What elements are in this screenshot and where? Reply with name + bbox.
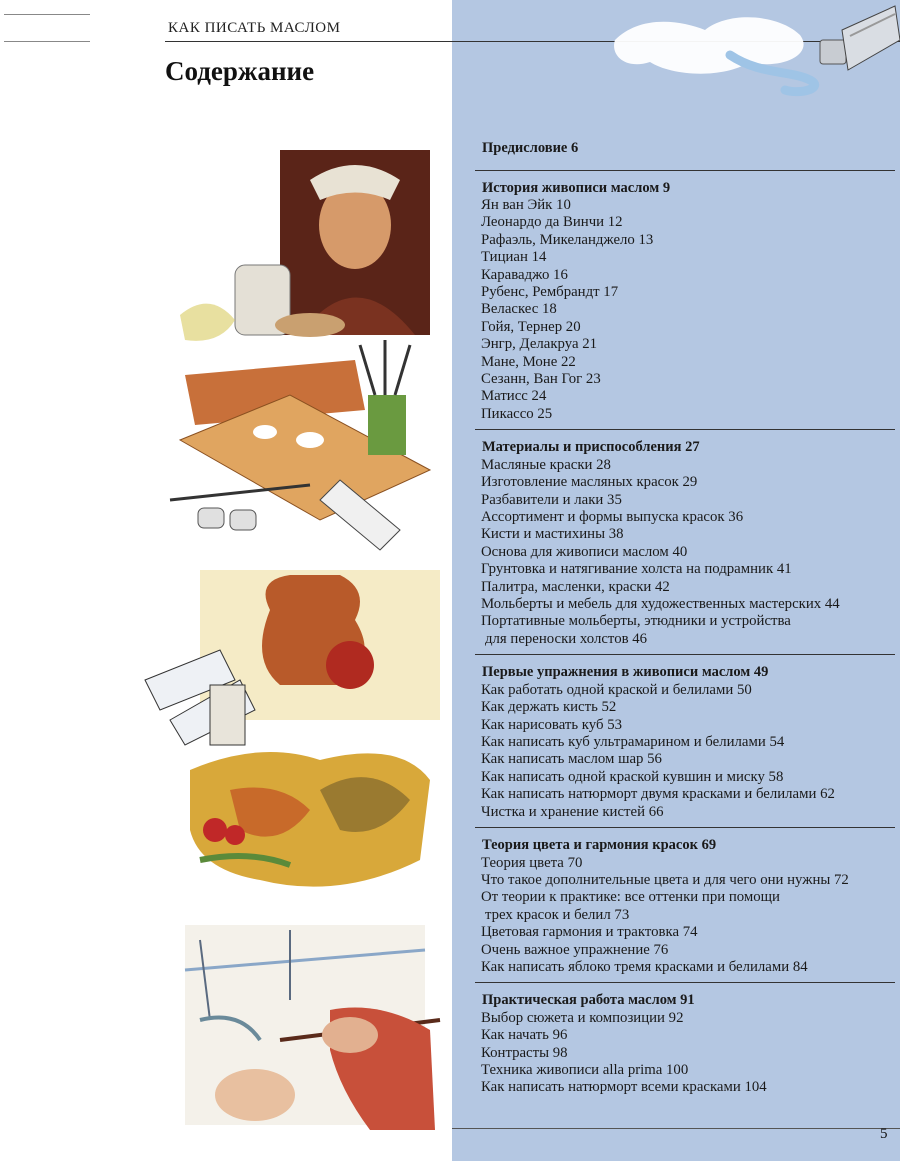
toc-entry: От теории к практике: все оттенки при помощи <box>481 889 780 906</box>
toc-entry: Как написать натюрморт всеми красками 104 <box>481 1079 767 1096</box>
toc-entry: Тициан 14 <box>481 249 547 266</box>
toc-entry: Палитра, масленки, краски 42 <box>481 578 670 595</box>
toc-section <box>475 992 895 1103</box>
toc-entry: Портативные мольберты, этюдники и устройства <box>481 613 791 630</box>
toc-entry: Мольберты и мебель для художественных мастерских 44 <box>481 596 840 613</box>
toc-entry: Энгр, Делакруа 21 <box>481 336 598 353</box>
toc-section-title: История живописи маслом 9 <box>482 179 671 196</box>
painting-illustrations <box>140 140 450 1130</box>
portrait-vignette <box>180 150 430 341</box>
toc-entry: Рубенс, Рембрандт 17 <box>481 284 619 301</box>
toc-entry: Техника живописи alla prima 100 <box>481 1062 689 1079</box>
toc-entry: Изготовление масляных красок 29 <box>481 474 698 491</box>
toc-section <box>475 439 895 655</box>
palette-vignette <box>170 340 430 550</box>
toc-section-title: Первые упражнения в живописи маслом 49 <box>482 664 769 681</box>
toc-entry: Как написать маслом шар 56 <box>481 751 662 768</box>
toc-entry: трех красок и белил 73 <box>485 906 630 923</box>
toc-entry-list <box>475 457 895 648</box>
toc-entry: Выбор сюжета и композиции 92 <box>481 1009 684 1026</box>
toc-section-title: Теория цвета и гармония красок 69 <box>482 837 717 853</box>
toc-entry: Караваджо 16 <box>481 266 568 283</box>
toc-entry-list <box>475 197 895 423</box>
toc-entry-list <box>475 1010 895 1097</box>
toc-entry: Контрасты 98 <box>481 1044 568 1061</box>
toc-section <box>475 140 895 171</box>
toc-entry: Чистка и хранение кистей 66 <box>481 803 664 820</box>
toc-entry-list <box>475 855 895 977</box>
toc-entry: Веласкес 18 <box>481 301 557 318</box>
toc-entry: Теория цвета 70 <box>481 854 583 871</box>
toc-entry: Сезанн, Ван Гог 23 <box>481 371 601 388</box>
toc-entry: Что такое дополнительные цвета и для чего они нужны 72 <box>481 871 849 888</box>
footer-rule <box>452 1128 900 1129</box>
toc-entry: Как нарисовать куб 53 <box>481 716 622 733</box>
toc-entry: Гойя, Тернер 20 <box>481 318 581 335</box>
toc-entry: для переноски холстов 46 <box>485 630 648 647</box>
toc-entry: Очень важное упражнение 76 <box>481 941 669 958</box>
toc-entry: Как написать куб ультрамарином и белилами 54 <box>481 733 785 750</box>
toc-entry: Основа для живописи маслом 40 <box>481 543 688 560</box>
toc-entry: Как начать 96 <box>481 1027 568 1044</box>
page-title: Содержание <box>165 56 315 86</box>
toc-section <box>475 664 895 828</box>
toc-entry: Как написать одной краской кувшин и миску 58 <box>481 768 784 785</box>
toc-entry: Масляные краски 28 <box>481 456 611 473</box>
toc-entry: Кисти и мастихины 38 <box>481 526 624 543</box>
toc-section-title: Предисловие 6 <box>482 140 579 156</box>
toc-entry: Цветовая гармония и трактовка 74 <box>481 924 698 941</box>
toc-entry: Матисс 24 <box>481 388 547 405</box>
paint-tube-illustration <box>610 0 900 100</box>
toc-entry: Мане, Моне 22 <box>481 353 576 370</box>
toc-entry-list <box>475 682 895 821</box>
toc-section-title: Материалы и приспособления 27 <box>482 439 700 456</box>
toc-section <box>475 837 895 983</box>
toc-section-title: Практическая работа маслом 91 <box>482 992 695 1009</box>
toc-entry: Ассортимент и формы выпуска красок 36 <box>481 509 744 525</box>
toc-section <box>475 180 895 431</box>
running-title: КАК ПИСАТЬ МАСЛОМ <box>168 20 341 36</box>
toc-entry: Грунтовка и натягивание холста на подрамник 41 <box>481 561 792 578</box>
toc-entry: Как работать одной краской и белилами 50 <box>481 681 752 698</box>
toc-entry: Леонардо да Винчи 12 <box>481 214 623 231</box>
toc-entry: Рафаэль, Микеланджело 13 <box>481 231 654 248</box>
table-of-contents <box>475 140 895 1112</box>
pitcher-vignette <box>145 570 440 745</box>
page-number: 5 <box>880 1126 888 1142</box>
toc-entry: Пикассо 25 <box>481 405 553 422</box>
toc-entry: Как держать кисть 52 <box>481 699 617 716</box>
toc-entry: Разбавители и лаки 35 <box>481 491 622 508</box>
toc-entry: Как написать яблоко тремя красками и белилами 84 <box>481 958 808 975</box>
toc-entry: Как написать натюрморт двумя красками и белилами 62 <box>481 786 835 803</box>
landscape-vignette <box>190 752 430 887</box>
hand-painting-vignette <box>185 925 440 1130</box>
toc-entry: Ян ван Эйк 10 <box>481 197 571 213</box>
